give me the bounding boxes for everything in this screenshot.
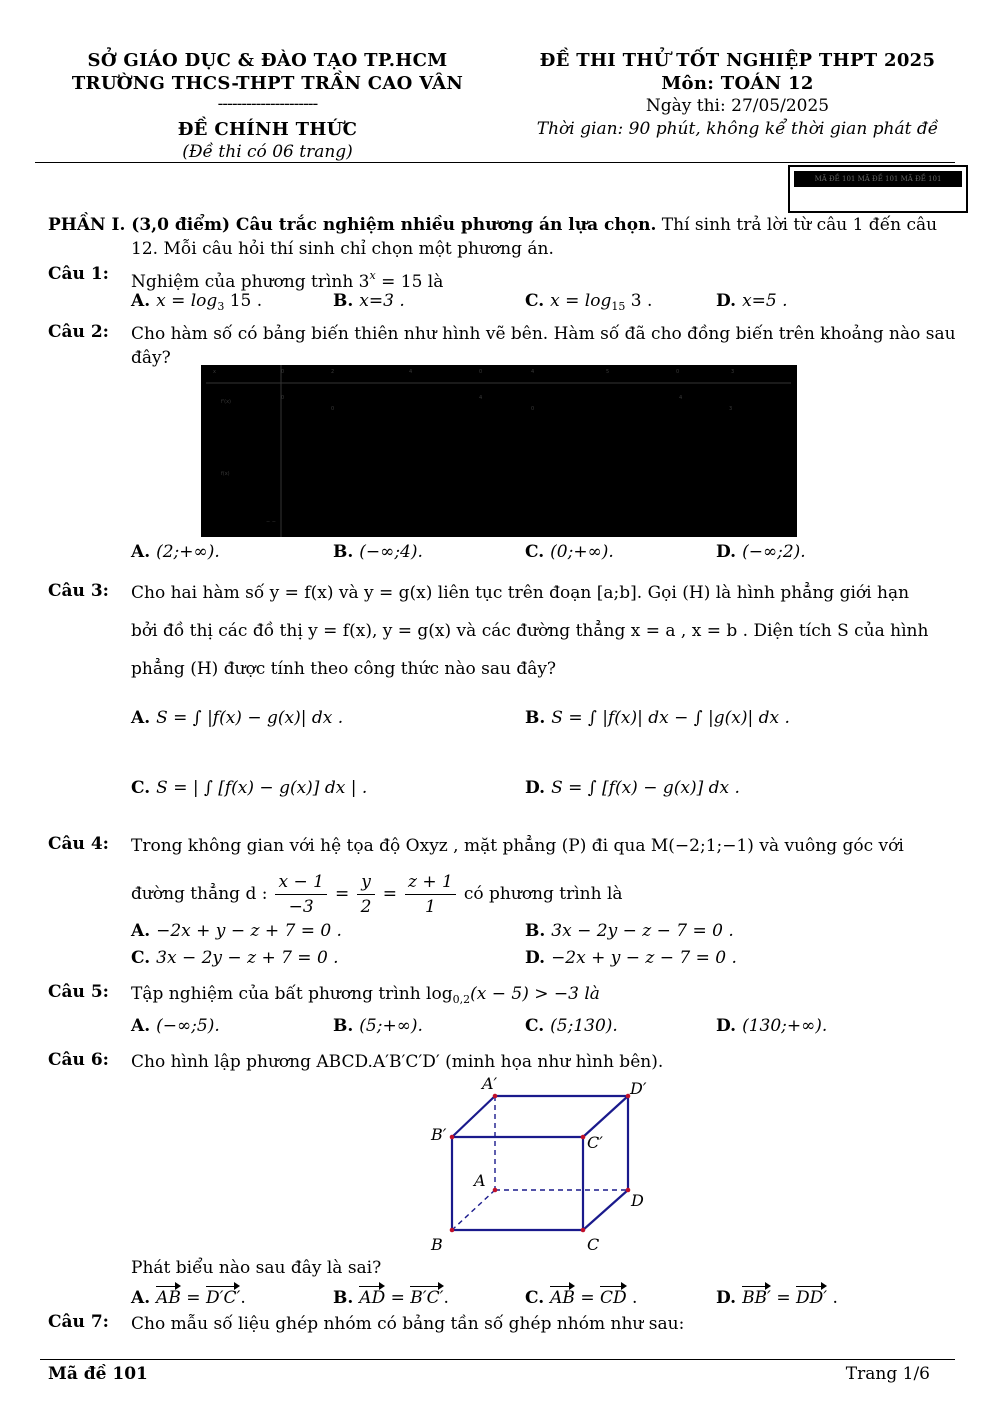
q5-text [131, 982, 600, 1012]
q6-d-right: DD′ [795, 1288, 828, 1308]
department-name: SỞ GIÁO DỤC & ĐÀO TẠO TP.HCM [87, 50, 448, 71]
q5-log-base: 0,2 [452, 993, 471, 1006]
svg-text:− −: − − [266, 519, 276, 525]
q3-d-text: S = ∫ [f(x) − g(x)] dx . [551, 778, 740, 798]
q4-frac2-num: y [357, 870, 375, 895]
q4-frac3 [405, 870, 456, 919]
q5-option-b[interactable]: B. (5;+∞). [333, 1016, 423, 1036]
q6-c-left: AB [550, 1288, 575, 1308]
q4-frac3-num: z + 1 [405, 870, 456, 895]
q4-option-a[interactable]: A. −2x + y − z + 7 = 0 . [131, 921, 342, 941]
q6-prompt: Phát biểu nào sau đây là sai? [131, 1258, 382, 1278]
q4-d-text: −2x + y − z − 7 = 0 . [551, 948, 737, 968]
q4-line2 [131, 868, 623, 920]
vertex-b [450, 1228, 455, 1233]
q1-option-a[interactable]: A. $x = \log_3 15$ . [131, 291, 263, 313]
q2-option-d[interactable]: D. (−∞;2). [716, 542, 806, 562]
q5-text-a: Tập nghiệm của bất phương trình log [131, 984, 453, 1004]
q7-label: Câu 7: [48, 1312, 109, 1332]
exam-title: ĐỀ THI THỬ TỐT NGHIỆP THPT 2025 [539, 50, 936, 71]
q6-d-left: BB′ [742, 1288, 771, 1308]
q6-option-a[interactable]: A. AB = D′C′. [131, 1288, 246, 1308]
q2-option-a[interactable]: A. (2;+∞). [131, 542, 220, 562]
q2-option-b[interactable]: B. (−∞;4). [333, 542, 423, 562]
q4-label: Câu 4: [48, 834, 109, 854]
q5-label: Câu 5: [48, 982, 109, 1002]
q4-frac1-den: −3 [288, 896, 314, 917]
variation-table-image [201, 365, 797, 537]
q5-a-text: (−∞;5). [156, 1016, 220, 1036]
footer-rule [40, 1359, 955, 1360]
q1-text-b: = 15 là [375, 272, 444, 292]
q3-line3: phẳng (H) được tính theo công thức nào sau đây? [131, 659, 557, 679]
q2-c-text: (0;+∞). [550, 542, 614, 562]
q1-d-text: x=5 . [742, 291, 788, 311]
q1-option-b[interactable]: B. x=3 . [333, 291, 405, 311]
q1-option-d[interactable]: D. x=5 . [716, 291, 788, 311]
vertex-a [493, 1188, 498, 1193]
q5-c-text: (5;130). [550, 1016, 618, 1036]
exam-code-strip: MÃ ĐỀ 101 MÃ ĐỀ 101 MÃ ĐỀ 101 [794, 171, 962, 187]
exam-duration: Thời gian: 90 phút, không kể thời gian phát đề [536, 119, 939, 139]
q2-b-text: (−∞;4). [359, 542, 423, 562]
q4-frac2-den: 2 [360, 896, 372, 917]
q3-a-text: S = ∫ |f(x) − g(x)| dx . [156, 708, 344, 728]
q4-b-text: 3x − 2y − z − 7 = 0 . [551, 921, 734, 941]
q4-line2a: đường thẳng d : [131, 884, 268, 904]
vertex-d [626, 1188, 631, 1193]
q4-frac3-den: 1 [425, 896, 436, 917]
part1-text2: 12. Mỗi câu hỏi thí sinh chỉ chọn một phương án. [131, 239, 554, 259]
q4-a-text: −2x + y − z + 7 = 0 . [156, 921, 342, 941]
label-b1: B′ [431, 1125, 447, 1144]
q1-c-base: 15 [611, 300, 626, 313]
q7-text: Cho mẫu số liệu ghép nhóm có bảng tần số ghép nhóm như sau: [131, 1314, 685, 1334]
q4-option-d[interactable]: D. −2x + y − z − 7 = 0 . [525, 948, 737, 968]
q6-a-right: D′C′ [205, 1288, 241, 1308]
part1-text1: Thí sinh trả lời từ câu 1 đến câu [656, 215, 938, 235]
part1-instructions [48, 213, 958, 237]
label-a: A [474, 1171, 486, 1190]
q6-a-left: AB [156, 1288, 181, 1308]
part1-heading: PHẦN I. (3,0 điểm) Câu trắc nghiệm nhiều phương án lựa chọn. [48, 215, 657, 235]
q1-a-text: x = log [156, 291, 218, 311]
svg-text:5: 5 [606, 369, 610, 375]
q6-text: Cho hình lập phương ABCD.A′B′C′D′ (minh họa như hình bên). [131, 1052, 664, 1072]
q5-text-b: (x − 5) > −3 là [470, 984, 600, 1004]
page-count-note: (Đề thi có 06 trang) [182, 142, 353, 162]
q4-option-c[interactable]: C. 3x − 2y − z + 7 = 0 . [131, 948, 339, 968]
q5-option-c[interactable]: C. (5;130). [525, 1016, 618, 1036]
svg-text:4: 4 [479, 395, 483, 401]
edge-d1c1 [583, 1096, 628, 1137]
label-d1: D′ [630, 1079, 647, 1098]
exam-date: Ngày thi: 27/05/2025 [645, 96, 830, 116]
q2-a-text: (2;+∞). [156, 542, 220, 562]
q3-line1: Cho hai hàm số y = f(x) và y = g(x) liên tục trên đoạn [a;b]. Gọi (H) là hình phẳng giới hạn [131, 583, 910, 603]
q1-a-text2: 15 . [224, 291, 263, 311]
q3-option-d[interactable]: D. S = ∫ [f(x) − g(x)] dx . [525, 778, 740, 798]
q4-frac2 [357, 870, 375, 919]
q2-option-c[interactable]: C. (0;+∞). [525, 542, 614, 562]
label-b: B [431, 1235, 443, 1254]
q4-option-b[interactable]: B. 3x − 2y − z − 7 = 0 . [525, 921, 734, 941]
q3-option-c[interactable]: C. S = | ∫ [f(x) − g(x)] dx | . [131, 778, 368, 798]
vertex-a1 [493, 1094, 498, 1099]
q3-label: Câu 3: [48, 581, 109, 601]
q4-frac1-num: x − 1 [275, 870, 326, 895]
q4-eq2: = [382, 884, 398, 904]
header-divider-dashes: --------------------- [217, 94, 318, 114]
cube-diagram [420, 1072, 660, 1257]
q5-option-a[interactable]: A. (−∞;5). [131, 1016, 220, 1036]
q2-text2: đây? [131, 348, 171, 368]
q6-option-b[interactable]: B. AD = B′C′. [333, 1288, 449, 1308]
q4-line2b: có phương trình là [463, 884, 623, 904]
svg-text:3: 3 [729, 406, 733, 412]
q6-label: Câu 6: [48, 1050, 109, 1070]
q1-text [131, 264, 443, 294]
edge-ab-hidden [452, 1190, 495, 1230]
q3-option-b[interactable]: B. S = ∫ |f(x)| dx − ∫ |g(x)| dx . [525, 708, 790, 728]
q5-d-text: (130;+∞). [742, 1016, 828, 1036]
q4-eq1: = [334, 884, 350, 904]
q1-label: Câu 1: [48, 264, 109, 284]
q4-line1: Trong không gian với hệ tọa độ Oxyz , mặt phẳng (P) đi qua M(−2;1;−1) và vuông góc với [131, 836, 904, 856]
q1-c-text2: 3 . [625, 291, 653, 311]
q1-a-base: 3 [217, 300, 225, 313]
svg-text:0: 0 [331, 406, 335, 412]
q3-b-text: S = ∫ |f(x)| dx − ∫ |g(x)| dx . [551, 708, 790, 728]
label-d: D [631, 1191, 644, 1210]
q5-option-d[interactable]: D. (130;+∞). [716, 1016, 828, 1036]
svg-text:0: 0 [531, 406, 535, 412]
q4-frac1 [275, 870, 326, 919]
svg-text:3: 3 [731, 369, 735, 375]
official-label: ĐỀ CHÍNH THỨC [177, 119, 358, 140]
svg-text:x: x [213, 369, 216, 375]
svg-text:2: 2 [331, 369, 335, 375]
q1-c-text: x = log [550, 291, 612, 311]
footer-page-number: Trang 1/6 [845, 1364, 930, 1384]
q6-option-c[interactable]: C. AB = CD . [525, 1288, 638, 1308]
q1-b-text: x=3 . [359, 291, 405, 311]
q6-option-d[interactable]: D. BB′ = DD′ . [716, 1288, 838, 1308]
svg-text:f'(x): f'(x) [221, 399, 231, 405]
svg-text:4: 4 [531, 369, 535, 375]
svg-text:4: 4 [409, 369, 413, 375]
q1-text-a: Nghiệm của phương trình 3 [131, 272, 370, 292]
q6-b-right: B′C′ [410, 1288, 444, 1308]
q3-c-text: S = | ∫ [f(x) − g(x)] dx | . [156, 778, 368, 798]
q3-line2: bởi đồ thị các đồ thị y = f(x), y = g(x) và các đường thẳng x = a , x = b . Diện tích S của hình [131, 621, 929, 641]
label-a1: A′ [482, 1074, 498, 1093]
q2-label: Câu 2: [48, 322, 109, 342]
q2-d-text: (−∞;2). [742, 542, 806, 562]
vertex-c [581, 1228, 586, 1233]
q1-exponent: x [369, 269, 376, 282]
vertex-c1 [581, 1135, 586, 1140]
svg-text:4: 4 [679, 395, 683, 401]
q6-c-right: CD [600, 1288, 627, 1308]
q6-b-left: AD [359, 1288, 386, 1308]
label-c1: C′ [587, 1133, 603, 1152]
svg-text:0: 0 [479, 369, 483, 375]
q3-option-a[interactable]: A. S = ∫ |f(x) − g(x)| dx . [131, 708, 344, 728]
label-c: C [587, 1235, 600, 1254]
school-name: TRƯỜNG THCS-THPT TRẦN CAO VÂN [71, 73, 464, 94]
vertex-b1 [450, 1135, 455, 1140]
q5-b-text: (5;+∞). [359, 1016, 423, 1036]
footer-exam-code: Mã đề 101 [48, 1364, 148, 1384]
edge-cd [583, 1190, 628, 1230]
q2-text1: Cho hàm số có bảng biến thiên như hình vẽ bên. Hàm số đã cho đồng biến trên khoảng nào sau [131, 324, 956, 344]
q4-c-text: 3x − 2y − z + 7 = 0 . [156, 948, 339, 968]
exam-code-box [788, 165, 968, 213]
svg-text:0: 0 [281, 395, 285, 401]
variation-table-faint-marks [201, 365, 797, 537]
header-rule [35, 162, 955, 163]
subject: Môn: TOÁN 12 [661, 73, 814, 94]
q1-option-c[interactable]: C. $x = \log_{15} 3$ . [525, 291, 653, 313]
svg-text:0: 0 [676, 369, 680, 375]
svg-text:0: 0 [281, 369, 285, 375]
svg-text:f(x): f(x) [221, 471, 230, 477]
edge-a1b1 [452, 1096, 495, 1137]
